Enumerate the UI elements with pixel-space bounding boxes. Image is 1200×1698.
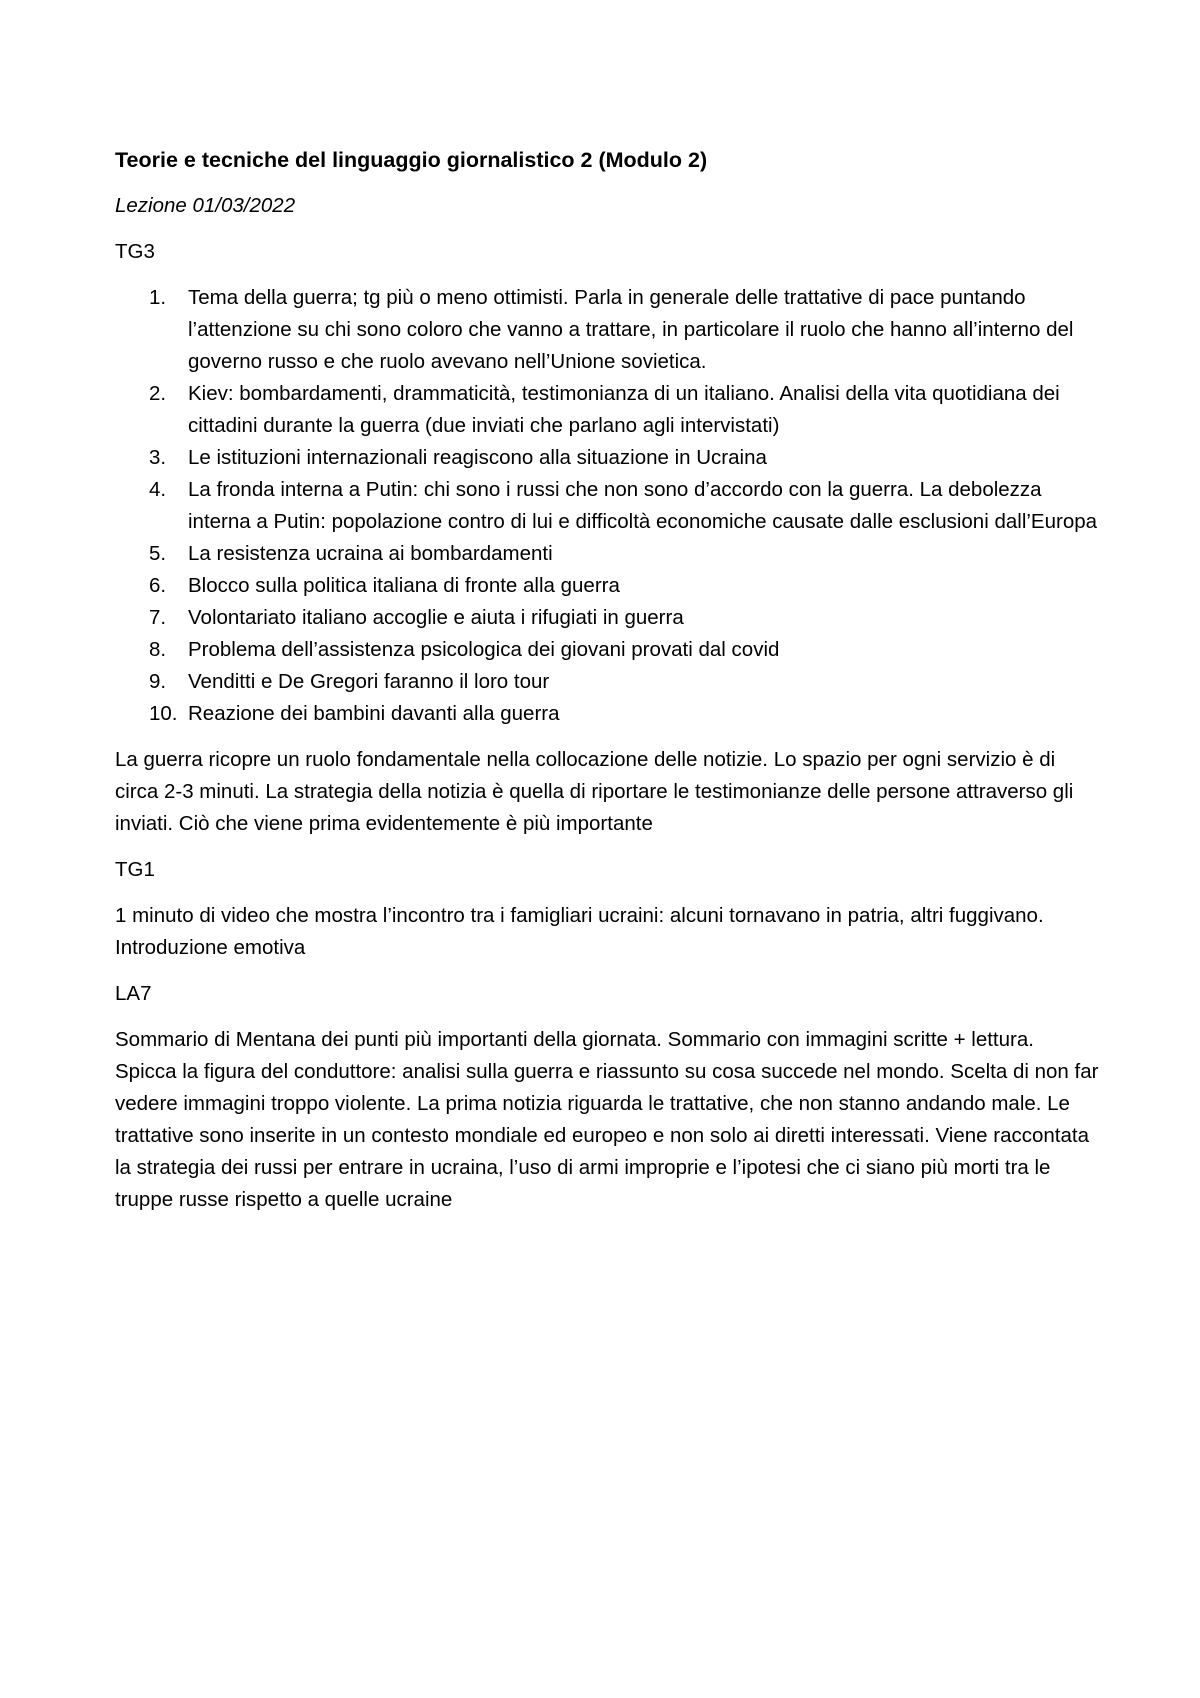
list-item <box>115 666 1100 698</box>
la7-paragraph: Sommario di Mentana dei punti più importanti della giornata. Sommario con immagini scritte + lettura. Spicca la figura del conduttore: analisi sulla guerra e riassunto su cosa succede nel mondo. Scelta di non far vedere immagini troppo violente. La prima notizia riguarda le trattative, che non stanno andando male. Le trattative sono inserite in un contesto mondiale ed europeo e non solo ai diretti interessati. Viene raccontata la strategia dei russi per entrare in ucraina, l’uso di armi improprie e l’ipotesi che ci siano più morti tra le truppe russe rispetto a quelle ucraine <box>115 1028 1099 1211</box>
tg1-paragraph: 1 minuto di video che mostra l’incontro tra i famigliari ucraini: alcuni tornavano in patria, altri fuggivano. Introduzione emotiva <box>115 904 1044 959</box>
list-item-number: 4. <box>149 478 167 501</box>
list-item <box>115 602 1100 634</box>
list-item-text: Venditti e De Gregori faranno il loro tour <box>188 670 550 693</box>
list-item-number: 8. <box>149 638 167 661</box>
list-item-text: Le istituzioni internazionali reagiscono alla situazione in Ucraina <box>188 446 767 469</box>
list-item-number: 7. <box>149 606 167 629</box>
tg3-news-list <box>115 282 1100 730</box>
document-title: Teorie e tecniche del linguaggio giornalistico 2 (Modulo 2) <box>115 148 708 172</box>
list-item <box>115 282 1100 378</box>
list-item-number: 6. <box>149 574 167 597</box>
list-item-text: La fronda interna a Putin: chi sono i russi che non sono d’accordo con la guerra. La debolezza interna a Putin: popolazione contro di lui e difficoltà economiche causate dalle esclusioni dall’Europa <box>188 478 1098 533</box>
section-label-tg1: TG1 <box>115 858 155 881</box>
list-item <box>115 474 1100 538</box>
list-item-number: 10. <box>149 702 178 725</box>
list-item-number: 2. <box>149 382 167 405</box>
list-item-text: Tema della guerra; tg più o meno ottimisti. Parla in generale delle trattative di pace puntando l’attenzione su chi sono coloro che vanno a trattare, in particolare il ruolo che hanno all’interno del governo russo e che ruolo avevano nell’Unione sovietica. <box>188 286 1074 373</box>
list-item <box>115 634 1100 666</box>
list-item-text: Problema dell’assistenza psicologica dei giovani provati dal covid <box>188 638 780 661</box>
tg3-summary-paragraph: La guerra ricopre un ruolo fondamentale nella collocazione delle notizie. Lo spazio per ogni servizio è di circa 2-3 minuti. La strategia della notizia è quella di riportare le testimonianze delle persone attraverso gli inviati. Ciò che viene prima evidentemente è più importante <box>115 748 1074 835</box>
list-item <box>115 570 1100 602</box>
list-item <box>115 538 1100 570</box>
list-item-text: Blocco sulla politica italiana di fronte alla guerra <box>188 574 620 597</box>
list-item <box>115 698 1100 730</box>
list-item-text: Volontariato italiano accoglie e aiuta i rifugiati in guerra <box>188 606 684 629</box>
list-item <box>115 378 1100 442</box>
list-item-number: 5. <box>149 542 167 565</box>
section-label-la7: LA7 <box>115 982 152 1005</box>
list-item-text: La resistenza ucraina ai bombardamenti <box>188 542 553 565</box>
list-item-text: Reazione dei bambini davanti alla guerra <box>188 702 560 725</box>
section-label-tg3: TG3 <box>115 240 155 263</box>
list-item-number: 3. <box>149 446 167 469</box>
list-item-number: 9. <box>149 670 167 693</box>
list-item-text: Kiev: bombardamenti, drammaticità, testimonianza di un italiano. Analisi della vita quotidiana dei cittadini durante la guerra (due inviati che parlano agli intervistati) <box>188 382 1060 437</box>
list-item-number: 1. <box>149 286 167 309</box>
lesson-date: Lezione 01/03/2022 <box>115 194 296 217</box>
document-body <box>115 144 1100 1230</box>
list-item <box>115 442 1100 474</box>
